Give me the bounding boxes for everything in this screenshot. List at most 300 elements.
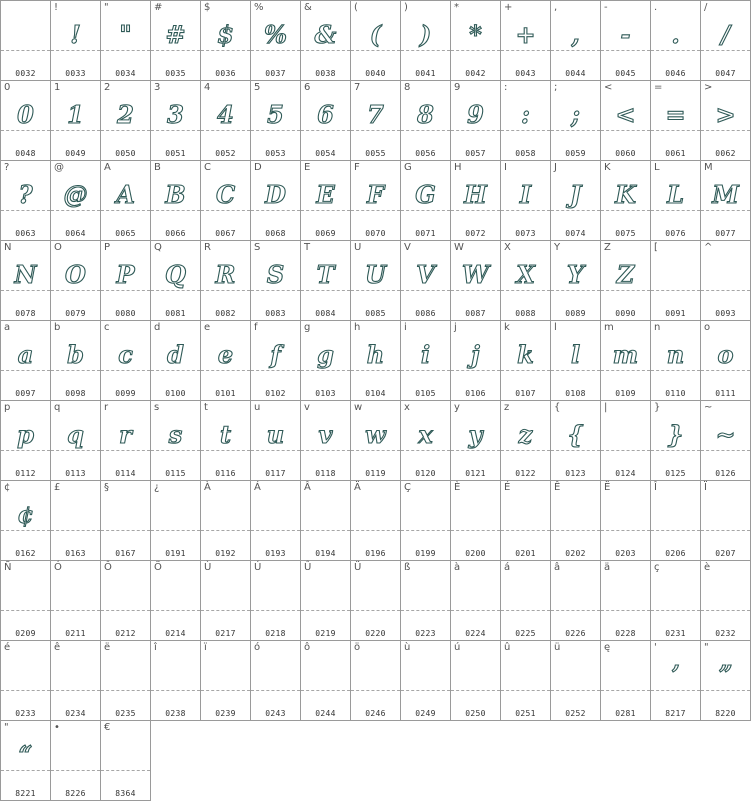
baseline-divider: [601, 690, 650, 691]
glyph-cell[interactable]: [250, 560, 301, 641]
glyph-cell[interactable]: [100, 560, 151, 641]
glyph-cell[interactable]: [200, 400, 251, 481]
glyph-cell[interactable]: [500, 160, 551, 241]
glyph-cell[interactable]: [450, 160, 501, 241]
char-code: 0049: [65, 149, 86, 158]
glyph-cell[interactable]: [0, 400, 51, 481]
baseline-divider: [251, 290, 300, 291]
char-label: N: [4, 242, 12, 253]
glyph-cell[interactable]: [100, 0, 151, 81]
char-code: 0109: [615, 389, 636, 398]
glyph-cell[interactable]: [650, 400, 701, 481]
glyph-cell[interactable]: [350, 320, 401, 401]
baseline-divider: [101, 370, 150, 371]
glyph-cell[interactable]: [200, 560, 251, 641]
glyph-cell[interactable]: [350, 560, 401, 641]
glyph-preview: j: [471, 340, 480, 369]
glyph-cell[interactable]: [350, 480, 401, 561]
glyph-preview: .: [671, 20, 680, 49]
char-code: 0167: [115, 549, 136, 558]
glyph-cell[interactable]: [450, 80, 501, 161]
glyph-cell[interactable]: [500, 640, 551, 721]
glyph-cell[interactable]: [300, 240, 351, 321]
baseline-divider: [51, 530, 100, 531]
char-code: 0075: [615, 229, 636, 238]
glyph-preview: ": [119, 20, 132, 49]
glyph-cell[interactable]: [550, 400, 601, 481]
char-label: {: [554, 402, 561, 413]
char-label: -: [604, 2, 608, 13]
glyph-cell[interactable]: [600, 80, 651, 161]
char-code: 0074: [565, 229, 586, 238]
baseline-divider: [251, 130, 300, 131]
glyph-preview: 4: [217, 100, 234, 129]
glyph-cell[interactable]: [150, 640, 201, 721]
char-label: Â: [304, 482, 311, 493]
glyph-cell[interactable]: [50, 400, 101, 481]
glyph-cell[interactable]: [450, 640, 501, 721]
glyph-cell[interactable]: [400, 320, 451, 401]
char-code: 0072: [465, 229, 486, 238]
char-label: l: [554, 322, 557, 333]
char-code: 0101: [215, 389, 236, 398]
baseline-divider: [301, 370, 350, 371]
glyph-cell[interactable]: [400, 480, 451, 561]
char-code: 0032: [15, 69, 36, 78]
glyph-cell[interactable]: [700, 480, 751, 561]
glyph-cell[interactable]: [300, 560, 351, 641]
glyph-preview: v: [318, 420, 333, 449]
glyph-preview: P: [116, 260, 135, 289]
glyph-cell[interactable]: [0, 0, 51, 81]
baseline-divider: [201, 50, 250, 51]
glyph-cell[interactable]: [200, 0, 251, 81]
char-label: j: [454, 322, 457, 333]
glyph-preview: L: [667, 180, 684, 209]
glyph-cell[interactable]: [450, 320, 501, 401]
glyph-cell[interactable]: [50, 720, 101, 801]
char-code: 0201: [515, 549, 536, 558]
glyph-preview: +: [515, 20, 536, 49]
baseline-divider: [501, 450, 550, 451]
baseline-divider: [1, 210, 50, 211]
glyph-cell[interactable]: [600, 480, 651, 561]
glyph-cell[interactable]: [50, 80, 101, 161]
glyph-cell[interactable]: [700, 320, 751, 401]
glyph-cell[interactable]: [200, 640, 251, 721]
glyph-cell[interactable]: [200, 80, 251, 161]
char-code: 0246: [365, 709, 386, 718]
char-code: 0238: [165, 709, 186, 718]
glyph-cell[interactable]: [200, 240, 251, 321]
char-code: 0113: [65, 469, 86, 478]
char-label: ę: [604, 642, 611, 653]
glyph-cell[interactable]: [550, 240, 601, 321]
char-label: !: [54, 2, 59, 13]
glyph-preview: G: [415, 180, 436, 209]
glyph-cell[interactable]: [650, 640, 701, 721]
glyph-cell[interactable]: [500, 80, 551, 161]
char-code: 0033: [65, 69, 86, 78]
glyph-cell[interactable]: [200, 480, 251, 561]
baseline-divider: [201, 290, 250, 291]
char-label: =: [654, 82, 663, 93]
glyph-cell[interactable]: [400, 80, 451, 161]
baseline-divider: [501, 210, 550, 211]
glyph-cell[interactable]: [650, 80, 701, 161]
baseline-divider: [701, 610, 750, 611]
glyph-cell[interactable]: [700, 0, 751, 81]
glyph-cell[interactable]: [100, 320, 151, 401]
glyph-cell[interactable]: [250, 160, 301, 241]
glyph-cell[interactable]: [150, 240, 201, 321]
glyph-cell[interactable]: [300, 80, 351, 161]
baseline-divider: [351, 290, 400, 291]
glyph-cell[interactable]: [600, 240, 651, 321]
char-label: @: [54, 162, 64, 173]
baseline-divider: [51, 50, 100, 51]
glyph-cell[interactable]: [150, 400, 201, 481]
glyph-cell[interactable]: [450, 560, 501, 641]
glyph-cell[interactable]: [100, 640, 151, 721]
char-label: Ö: [154, 562, 162, 573]
char-label: ": [104, 2, 109, 13]
glyph-cell[interactable]: [550, 160, 601, 241]
glyph-cell[interactable]: [150, 160, 201, 241]
glyph-cell[interactable]: [100, 240, 151, 321]
glyph-cell[interactable]: [500, 560, 551, 641]
glyph-preview: i: [420, 340, 431, 369]
char-label: b: [54, 322, 61, 333]
char-code: 0035: [165, 69, 186, 78]
glyph-cell[interactable]: [450, 480, 501, 561]
char-label: Z: [604, 242, 611, 253]
glyph-cell[interactable]: [250, 320, 301, 401]
baseline-divider: [451, 530, 500, 531]
glyph-preview: >: [715, 100, 736, 129]
glyph-cell[interactable]: [200, 160, 251, 241]
glyph-cell[interactable]: [500, 240, 551, 321]
glyph-preview: 2: [117, 100, 134, 129]
baseline-divider: [151, 130, 200, 131]
char-label: §: [104, 482, 109, 493]
glyph-cell[interactable]: [450, 400, 501, 481]
glyph-cell[interactable]: [400, 240, 451, 321]
char-label: S: [254, 242, 261, 253]
baseline-divider: [451, 50, 500, 51]
baseline-divider: [651, 370, 700, 371]
glyph-cell[interactable]: [650, 320, 701, 401]
glyph-cell[interactable]: [600, 320, 651, 401]
baseline-divider: [601, 370, 650, 371]
char-code: 0233: [15, 709, 36, 718]
glyph-cell[interactable]: [350, 400, 401, 481]
glyph-cell[interactable]: [700, 640, 751, 721]
char-label: i: [404, 322, 407, 333]
char-code: 0218: [265, 629, 286, 638]
baseline-divider: [1, 370, 50, 371]
char-code: 0067: [215, 229, 236, 238]
glyph-cell[interactable]: [500, 400, 551, 481]
baseline-divider: [101, 690, 150, 691]
baseline-divider: [201, 690, 250, 691]
glyph-cell[interactable]: [650, 160, 701, 241]
glyph-cell[interactable]: [50, 480, 101, 561]
glyph-cell[interactable]: [100, 480, 151, 561]
char-label: €: [104, 722, 111, 733]
baseline-divider: [151, 210, 200, 211]
glyph-preview: ;: [571, 100, 580, 129]
glyph-preview: f: [270, 340, 281, 369]
char-label: ¿: [154, 482, 160, 493]
char-label: È: [454, 482, 461, 493]
char-code: 0115: [165, 469, 186, 478]
glyph-preview: W: [462, 260, 489, 289]
glyph-cell[interactable]: [150, 320, 201, 401]
char-code: 0064: [65, 229, 86, 238]
glyph-cell[interactable]: [300, 320, 351, 401]
glyph-cell[interactable]: [150, 480, 201, 561]
baseline-divider: [501, 370, 550, 371]
char-label: *: [454, 2, 459, 13]
glyph-cell[interactable]: [700, 400, 751, 481]
glyph-cell[interactable]: [100, 80, 151, 161]
baseline-divider: [101, 290, 150, 291]
char-label: Ï: [704, 482, 707, 493]
char-label: Î: [654, 482, 657, 493]
glyph-cell[interactable]: [700, 160, 751, 241]
char-code: 0081: [165, 309, 186, 318]
baseline-divider: [551, 130, 600, 131]
baseline-divider: [551, 290, 600, 291]
glyph-cell[interactable]: [600, 560, 651, 641]
char-code: 0225: [515, 629, 536, 638]
glyph-cell[interactable]: [550, 640, 601, 721]
glyph-cell[interactable]: [200, 320, 251, 401]
glyph-cell[interactable]: [550, 80, 601, 161]
char-code: 0071: [415, 229, 436, 238]
char-code: 0117: [265, 469, 286, 478]
glyph-cell[interactable]: [450, 0, 501, 81]
glyph-cell[interactable]: [100, 720, 151, 801]
char-label: e: [204, 322, 211, 333]
baseline-divider: [601, 50, 650, 51]
glyph-cell[interactable]: [300, 640, 351, 721]
glyph-cell[interactable]: [700, 80, 751, 161]
glyph-cell[interactable]: [350, 640, 401, 721]
glyph-cell[interactable]: [400, 160, 451, 241]
baseline-divider: [101, 770, 150, 771]
char-code: 0228: [615, 629, 636, 638]
glyph-preview: S: [266, 260, 285, 289]
glyph-cell[interactable]: [550, 320, 601, 401]
glyph-cell[interactable]: [650, 560, 701, 641]
glyph-cell[interactable]: [650, 240, 701, 321]
glyph-cell[interactable]: [300, 0, 351, 81]
char-label: â: [554, 562, 561, 573]
baseline-divider: [701, 210, 750, 211]
baseline-divider: [651, 50, 700, 51]
glyph-cell[interactable]: [600, 160, 651, 241]
char-code: 0231: [665, 629, 686, 638]
glyph-cell[interactable]: [550, 560, 601, 641]
char-label: z: [504, 402, 510, 413]
char-code: 0097: [15, 389, 36, 398]
char-code: 0200: [465, 549, 486, 558]
glyph-cell[interactable]: [250, 240, 301, 321]
glyph-cell[interactable]: [500, 480, 551, 561]
char-label: O: [54, 242, 62, 253]
baseline-divider: [451, 610, 500, 611]
char-code: 0214: [165, 629, 186, 638]
glyph-cell[interactable]: [50, 240, 101, 321]
glyph-cell[interactable]: [400, 560, 451, 641]
glyph-cell[interactable]: [550, 480, 601, 561]
glyph-cell[interactable]: [50, 560, 101, 641]
char-label: B: [154, 162, 161, 173]
glyph-cell[interactable]: [400, 0, 451, 81]
glyph-cell[interactable]: [300, 160, 351, 241]
glyph-preview: !: [70, 20, 81, 49]
glyph-cell[interactable]: [0, 480, 51, 561]
glyph-cell[interactable]: [400, 640, 451, 721]
glyph-cell[interactable]: [550, 0, 601, 81]
glyph-cell[interactable]: [250, 80, 301, 161]
char-code: 0036: [215, 69, 236, 78]
baseline-divider: [651, 210, 700, 211]
char-code: 0060: [615, 149, 636, 158]
char-code: 0085: [365, 309, 386, 318]
glyph-cell[interactable]: [150, 80, 201, 161]
glyph-cell[interactable]: [250, 400, 301, 481]
glyph-cell[interactable]: [0, 560, 51, 641]
glyph-cell[interactable]: [100, 400, 151, 481]
glyph-cell[interactable]: [700, 560, 751, 641]
glyph-cell[interactable]: [0, 320, 51, 401]
char-label: w: [354, 402, 363, 413]
char-label: Ù: [204, 562, 212, 573]
baseline-divider: [51, 610, 100, 611]
baseline-divider: [201, 450, 250, 451]
glyph-cell[interactable]: [600, 400, 651, 481]
char-code: 0102: [265, 389, 286, 398]
char-label: M: [704, 162, 713, 173]
glyph-cell[interactable]: [350, 80, 401, 161]
char-code: 0219: [315, 629, 336, 638]
baseline-divider: [301, 50, 350, 51]
glyph-preview: <: [615, 100, 636, 129]
glyph-cell[interactable]: [300, 480, 351, 561]
char-label: ": [4, 722, 9, 733]
char-label: H: [454, 162, 462, 173]
glyph-preview: I: [519, 180, 532, 209]
char-label: h: [354, 322, 361, 333]
char-label: :: [504, 82, 508, 93]
glyph-preview: m: [612, 340, 639, 369]
char-label: 4: [204, 82, 211, 93]
glyph-preview: d: [167, 340, 184, 369]
char-code: 0058: [515, 149, 536, 158]
glyph-preview: r: [119, 420, 132, 449]
glyph-cell[interactable]: [150, 0, 201, 81]
glyph-cell[interactable]: [600, 0, 651, 81]
glyph-cell[interactable]: [0, 640, 51, 721]
glyph-cell[interactable]: [350, 240, 401, 321]
glyph-cell[interactable]: [700, 240, 751, 321]
glyph-cell[interactable]: [0, 240, 51, 321]
char-code: 0251: [515, 709, 536, 718]
glyph-cell[interactable]: [400, 400, 451, 481]
glyph-cell[interactable]: [50, 640, 101, 721]
glyph-cell[interactable]: [650, 480, 701, 561]
glyph-cell[interactable]: [0, 80, 51, 161]
char-label: p: [4, 402, 11, 413]
char-code: 0243: [265, 709, 286, 718]
baseline-divider: [401, 130, 450, 131]
glyph-cell[interactable]: [250, 0, 301, 81]
char-label: x: [404, 402, 410, 413]
glyph-preview: (: [369, 20, 382, 49]
glyph-cell[interactable]: [0, 720, 51, 801]
baseline-divider: [351, 50, 400, 51]
glyph-preview: V: [416, 260, 435, 289]
baseline-divider: [501, 50, 550, 51]
baseline-divider: [401, 210, 450, 211]
char-code: 8217: [665, 709, 686, 718]
glyph-preview: k: [517, 340, 534, 369]
char-label: P: [104, 242, 111, 253]
char-label: Ä: [354, 482, 361, 493]
char-code: 0123: [565, 469, 586, 478]
char-label: Ü: [354, 562, 362, 573]
baseline-divider: [1, 770, 50, 771]
char-code: 0100: [165, 389, 186, 398]
glyph-cell[interactable]: [650, 0, 701, 81]
char-label: y: [454, 402, 460, 413]
char-label: A: [104, 162, 111, 173]
baseline-divider: [51, 450, 100, 451]
baseline-divider: [201, 130, 250, 131]
baseline-divider: [1, 450, 50, 451]
glyph-cell[interactable]: [250, 640, 301, 721]
glyph-cell[interactable]: [300, 400, 351, 481]
glyph-cell[interactable]: [150, 560, 201, 641]
char-label: Û: [304, 562, 312, 573]
baseline-divider: [551, 370, 600, 371]
glyph-cell[interactable]: [50, 320, 101, 401]
char-code: 0103: [315, 389, 336, 398]
glyph-cell[interactable]: [350, 0, 401, 81]
glyph-cell[interactable]: [0, 160, 51, 241]
baseline-divider: [101, 210, 150, 211]
glyph-cell[interactable]: [50, 160, 101, 241]
glyph-cell[interactable]: [350, 160, 401, 241]
baseline-divider: [251, 690, 300, 691]
char-code: 0070: [365, 229, 386, 238]
glyph-cell[interactable]: [100, 160, 151, 241]
glyph-cell[interactable]: [250, 480, 301, 561]
glyph-cell[interactable]: [500, 320, 551, 401]
baseline-divider: [201, 210, 250, 211]
glyph-cell[interactable]: [600, 640, 651, 721]
glyph-cell[interactable]: [500, 0, 551, 81]
char-label: 2: [104, 82, 111, 93]
glyph-cell[interactable]: [50, 0, 101, 81]
baseline-divider: [351, 530, 400, 531]
glyph-cell[interactable]: [450, 240, 501, 321]
char-label: ~: [704, 402, 713, 413]
char-code: 0211: [65, 629, 86, 638]
